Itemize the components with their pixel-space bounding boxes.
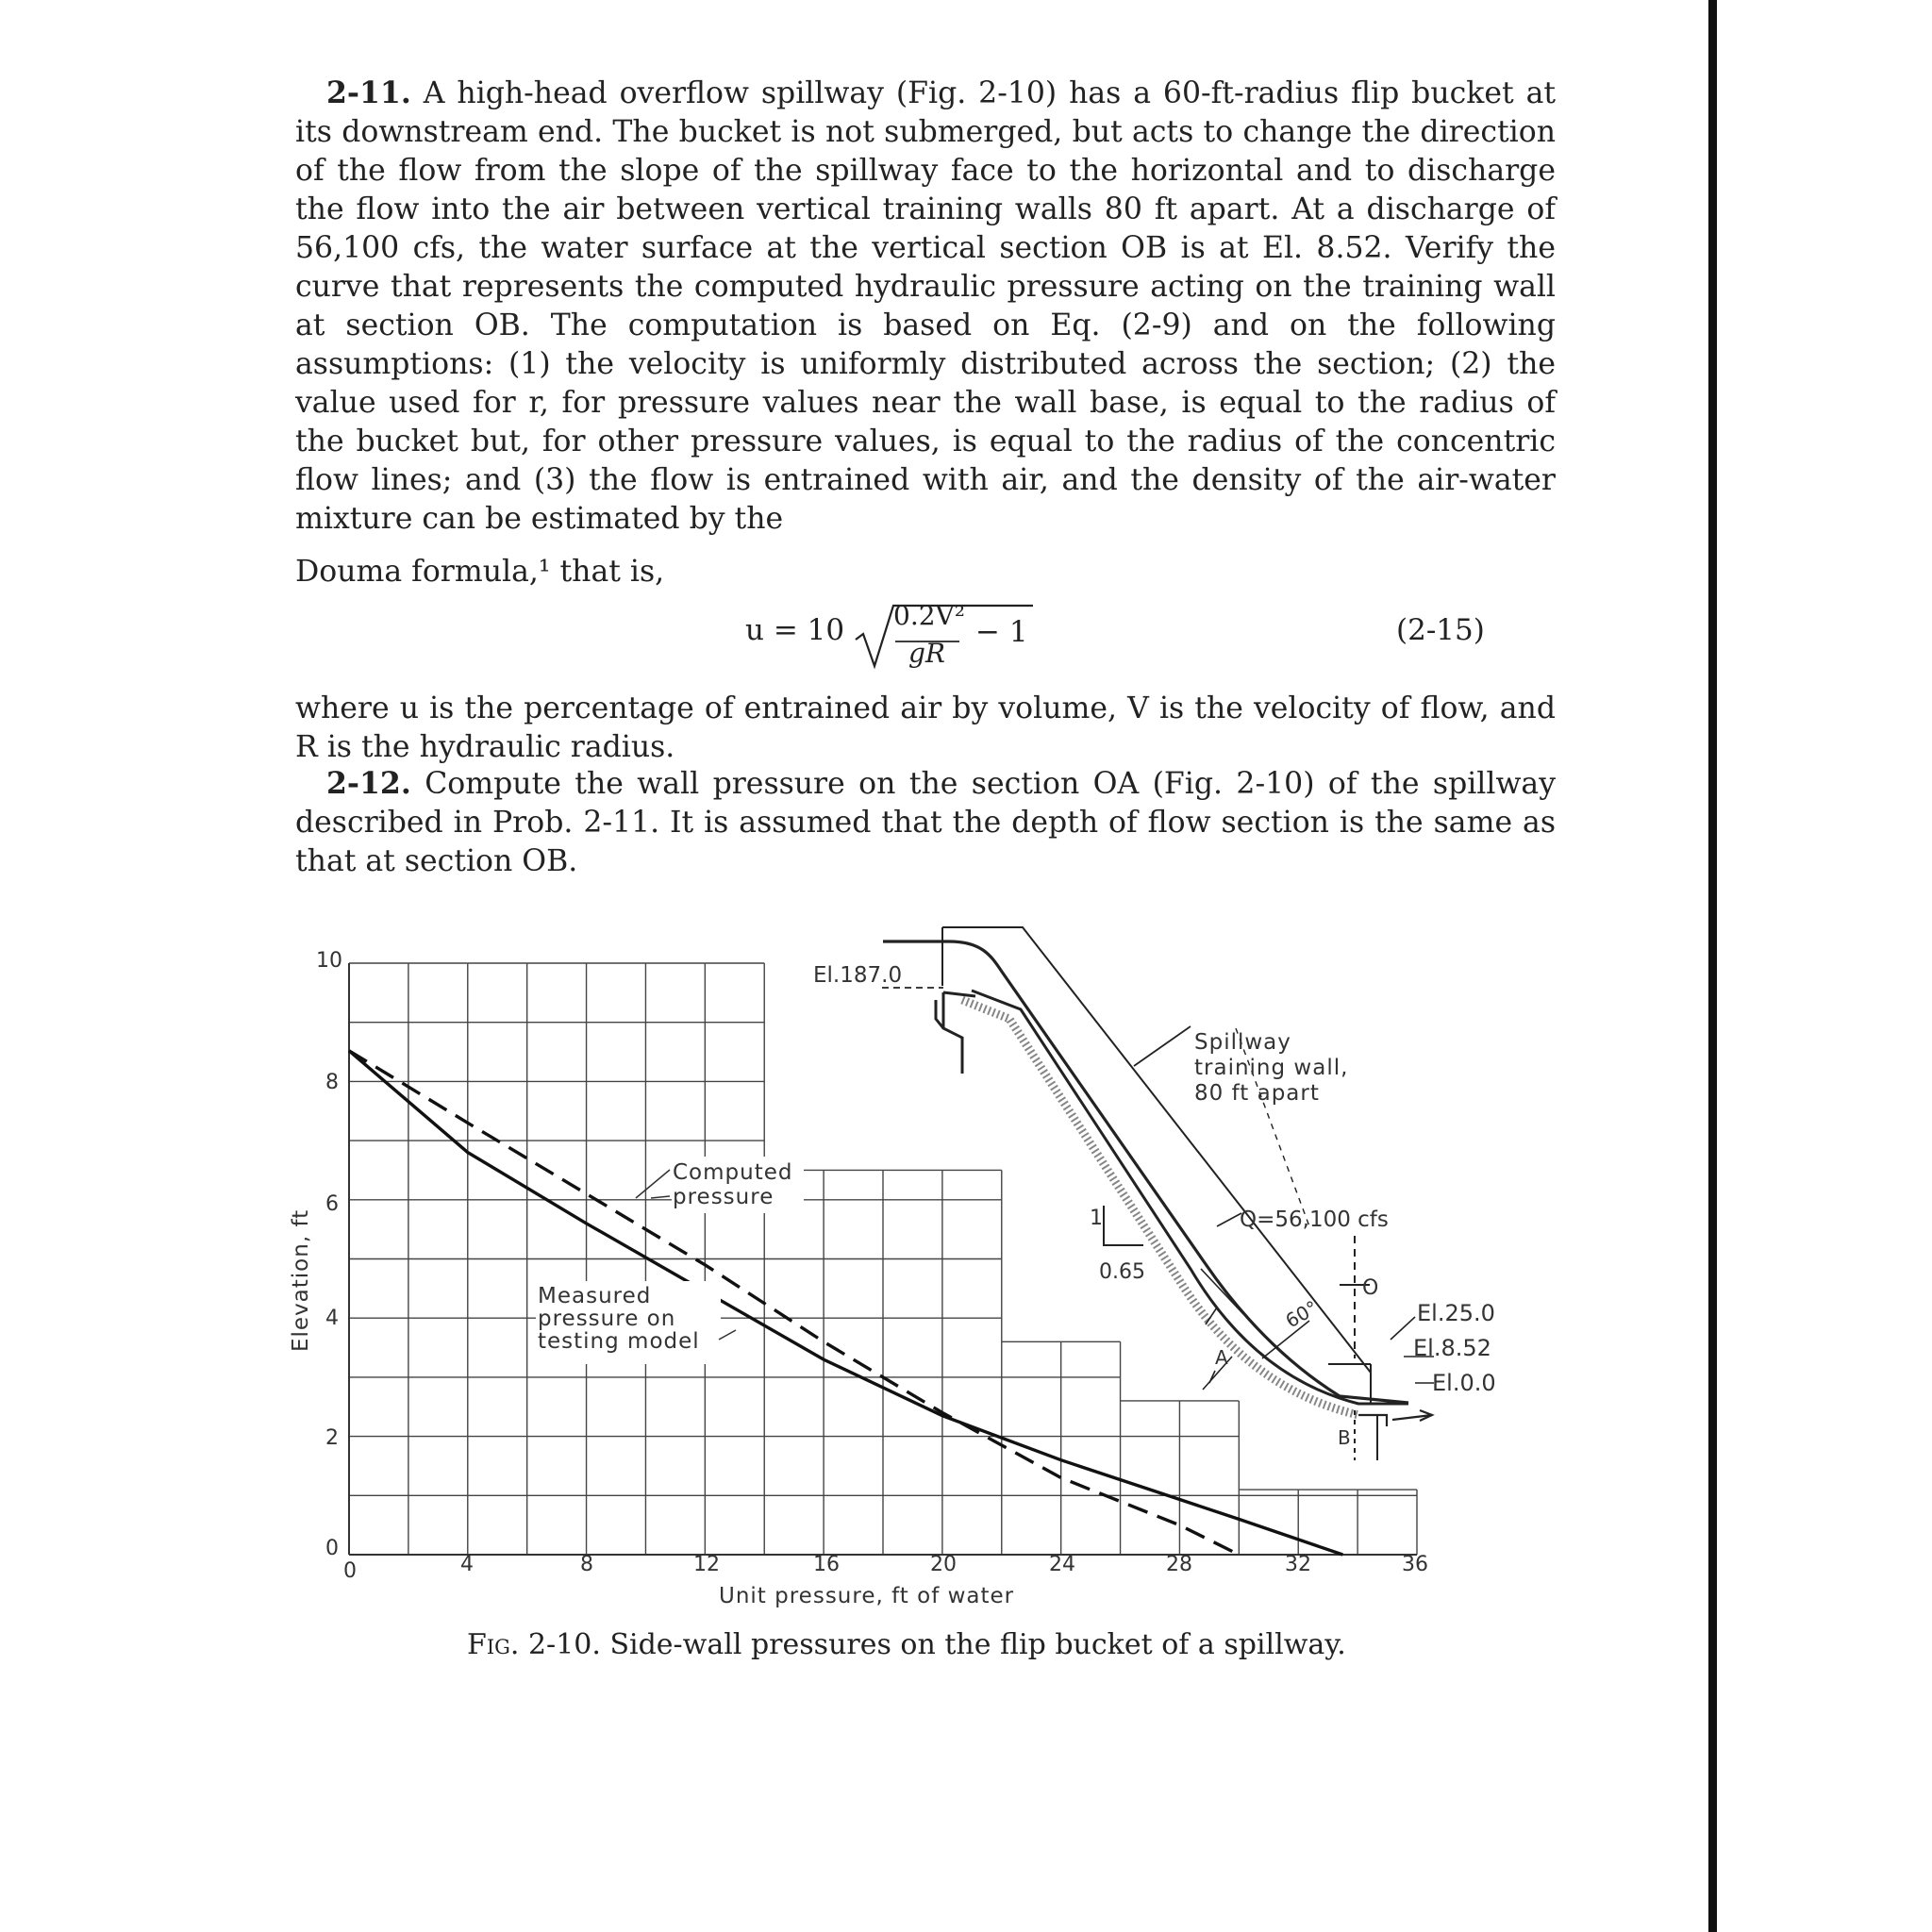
training-wall-label-3: 80 ft apart bbox=[1194, 1081, 1320, 1106]
equation-lhs: u = 10 bbox=[745, 613, 845, 647]
computed-pressure-curve bbox=[349, 1051, 1239, 1555]
slope-one-label: 1 bbox=[1090, 1207, 1103, 1230]
y-axis-title: Elevation, ft bbox=[289, 1208, 313, 1352]
angle-label: 60° bbox=[1281, 1295, 1323, 1333]
problem-2-12-text: Compute the wall pressure on the section OA (Fig. 2-10) of the spillway described in Prob. 2-11. It is assumed that the depth of flow section is the same as that at section OB. bbox=[295, 767, 1556, 878]
y-tick-label: 2 bbox=[325, 1426, 339, 1450]
x-tick-label: 36 bbox=[1402, 1553, 1428, 1576]
computed-pressure-label-2: pressure bbox=[673, 1185, 774, 1209]
y-tick-label: 0 bbox=[325, 1537, 339, 1560]
point-o-label: O bbox=[1362, 1276, 1379, 1300]
y-tick-label: 6 bbox=[325, 1192, 339, 1216]
x-axis-title: Unit pressure, ft of water bbox=[719, 1584, 1015, 1608]
measured-pressure-label-3: testing model bbox=[538, 1329, 700, 1354]
x-tick-label: 8 bbox=[580, 1553, 593, 1576]
x-tick-label: 0 bbox=[343, 1559, 357, 1583]
point-b-label: B bbox=[1338, 1426, 1351, 1449]
y-tick-label: 10 bbox=[316, 949, 342, 973]
where-paragraph: where u is the percentage of entrained air by volume, V is the velocity of flow, and R is the hydraulic radius. bbox=[295, 691, 1556, 764]
training-wall-label-1: Spillway bbox=[1194, 1030, 1291, 1055]
equation-denominator: gR bbox=[908, 638, 946, 669]
x-tick-label: 20 bbox=[930, 1553, 957, 1576]
caption-prefix: Fig. bbox=[467, 1628, 520, 1661]
x-tick-label: 28 bbox=[1166, 1553, 1192, 1576]
x-tick-label: 12 bbox=[693, 1553, 720, 1576]
caption-text: 2-10. Side-wall pressures on the flip bucket of a spillway. bbox=[519, 1628, 1346, 1661]
x-tick-label: 16 bbox=[813, 1553, 840, 1576]
spillway-drawing bbox=[882, 927, 1434, 1460]
x-tick-label: 24 bbox=[1049, 1553, 1075, 1576]
computed-pressure-label-1: Computed bbox=[673, 1160, 793, 1185]
discharge-label: Q=56,100 cfs bbox=[1240, 1208, 1389, 1232]
x-tick-label: 32 bbox=[1285, 1553, 1311, 1576]
equation-minus-one: − 1 bbox=[975, 615, 1028, 649]
el-187-label: El.187.0 bbox=[813, 963, 903, 988]
problem-2-11-text: A high-head overflow spillway (Fig. 2-10) has a 60-ft-radius flip bucket at its downstream end. The bucket is not submerged, but acts to change the direction of the flow from the slope of the spillway face to the horizontal and to discharge the flow into the air between vertical training walls 80 ft apart. At a discharge of 56,100 cfs, the water surface at the vertical section OB is at El. 8.52. Verify the curve that represents the computed hydraulic pressure acting on the training wall at section OB. The computation is based on Eq. (2-9) and on the following assumptions: (1) the velocity is uniformly distributed across the section; (2) the value used for r, for pressure values near the wall base, is equal to the radius of the bucket but, for other pressure values, is equal to the radius of the concentric flow lines; and (3) the flow is entrained with air, and the density of the air-water mixture can be estimated by the bbox=[295, 76, 1557, 536]
measured-pressure-label-1: Measured bbox=[538, 1284, 652, 1308]
equation-number: (2-15) bbox=[1396, 613, 1485, 647]
chart-series bbox=[349, 1051, 1342, 1555]
y-tick-label: 4 bbox=[325, 1307, 339, 1330]
water-surface-line bbox=[883, 941, 1408, 1403]
el-00-label: El.0.0 bbox=[1432, 1370, 1496, 1396]
y-tick-label: 8 bbox=[325, 1071, 339, 1094]
x-tick-label: 4 bbox=[460, 1553, 474, 1576]
slope-065-label: 0.65 bbox=[1099, 1260, 1145, 1284]
measured-pressure-label-2: pressure on bbox=[538, 1307, 676, 1331]
measured-pressure-curve bbox=[349, 1051, 1342, 1555]
el-25-label: El.25.0 bbox=[1417, 1300, 1495, 1326]
point-a-label: A bbox=[1215, 1346, 1228, 1369]
douma-intro: Douma formula,¹ that is, bbox=[295, 555, 665, 589]
problem-2-12-number: 2-12. bbox=[326, 766, 411, 801]
figure-caption bbox=[467, 1628, 1346, 1661]
training-wall-label-2: training wall, bbox=[1194, 1056, 1349, 1080]
equation-numerator: 0.2V² bbox=[893, 600, 965, 631]
el-852-label: El.8.52 bbox=[1413, 1335, 1491, 1361]
problem-2-11-number: 2-11. bbox=[326, 75, 411, 110]
